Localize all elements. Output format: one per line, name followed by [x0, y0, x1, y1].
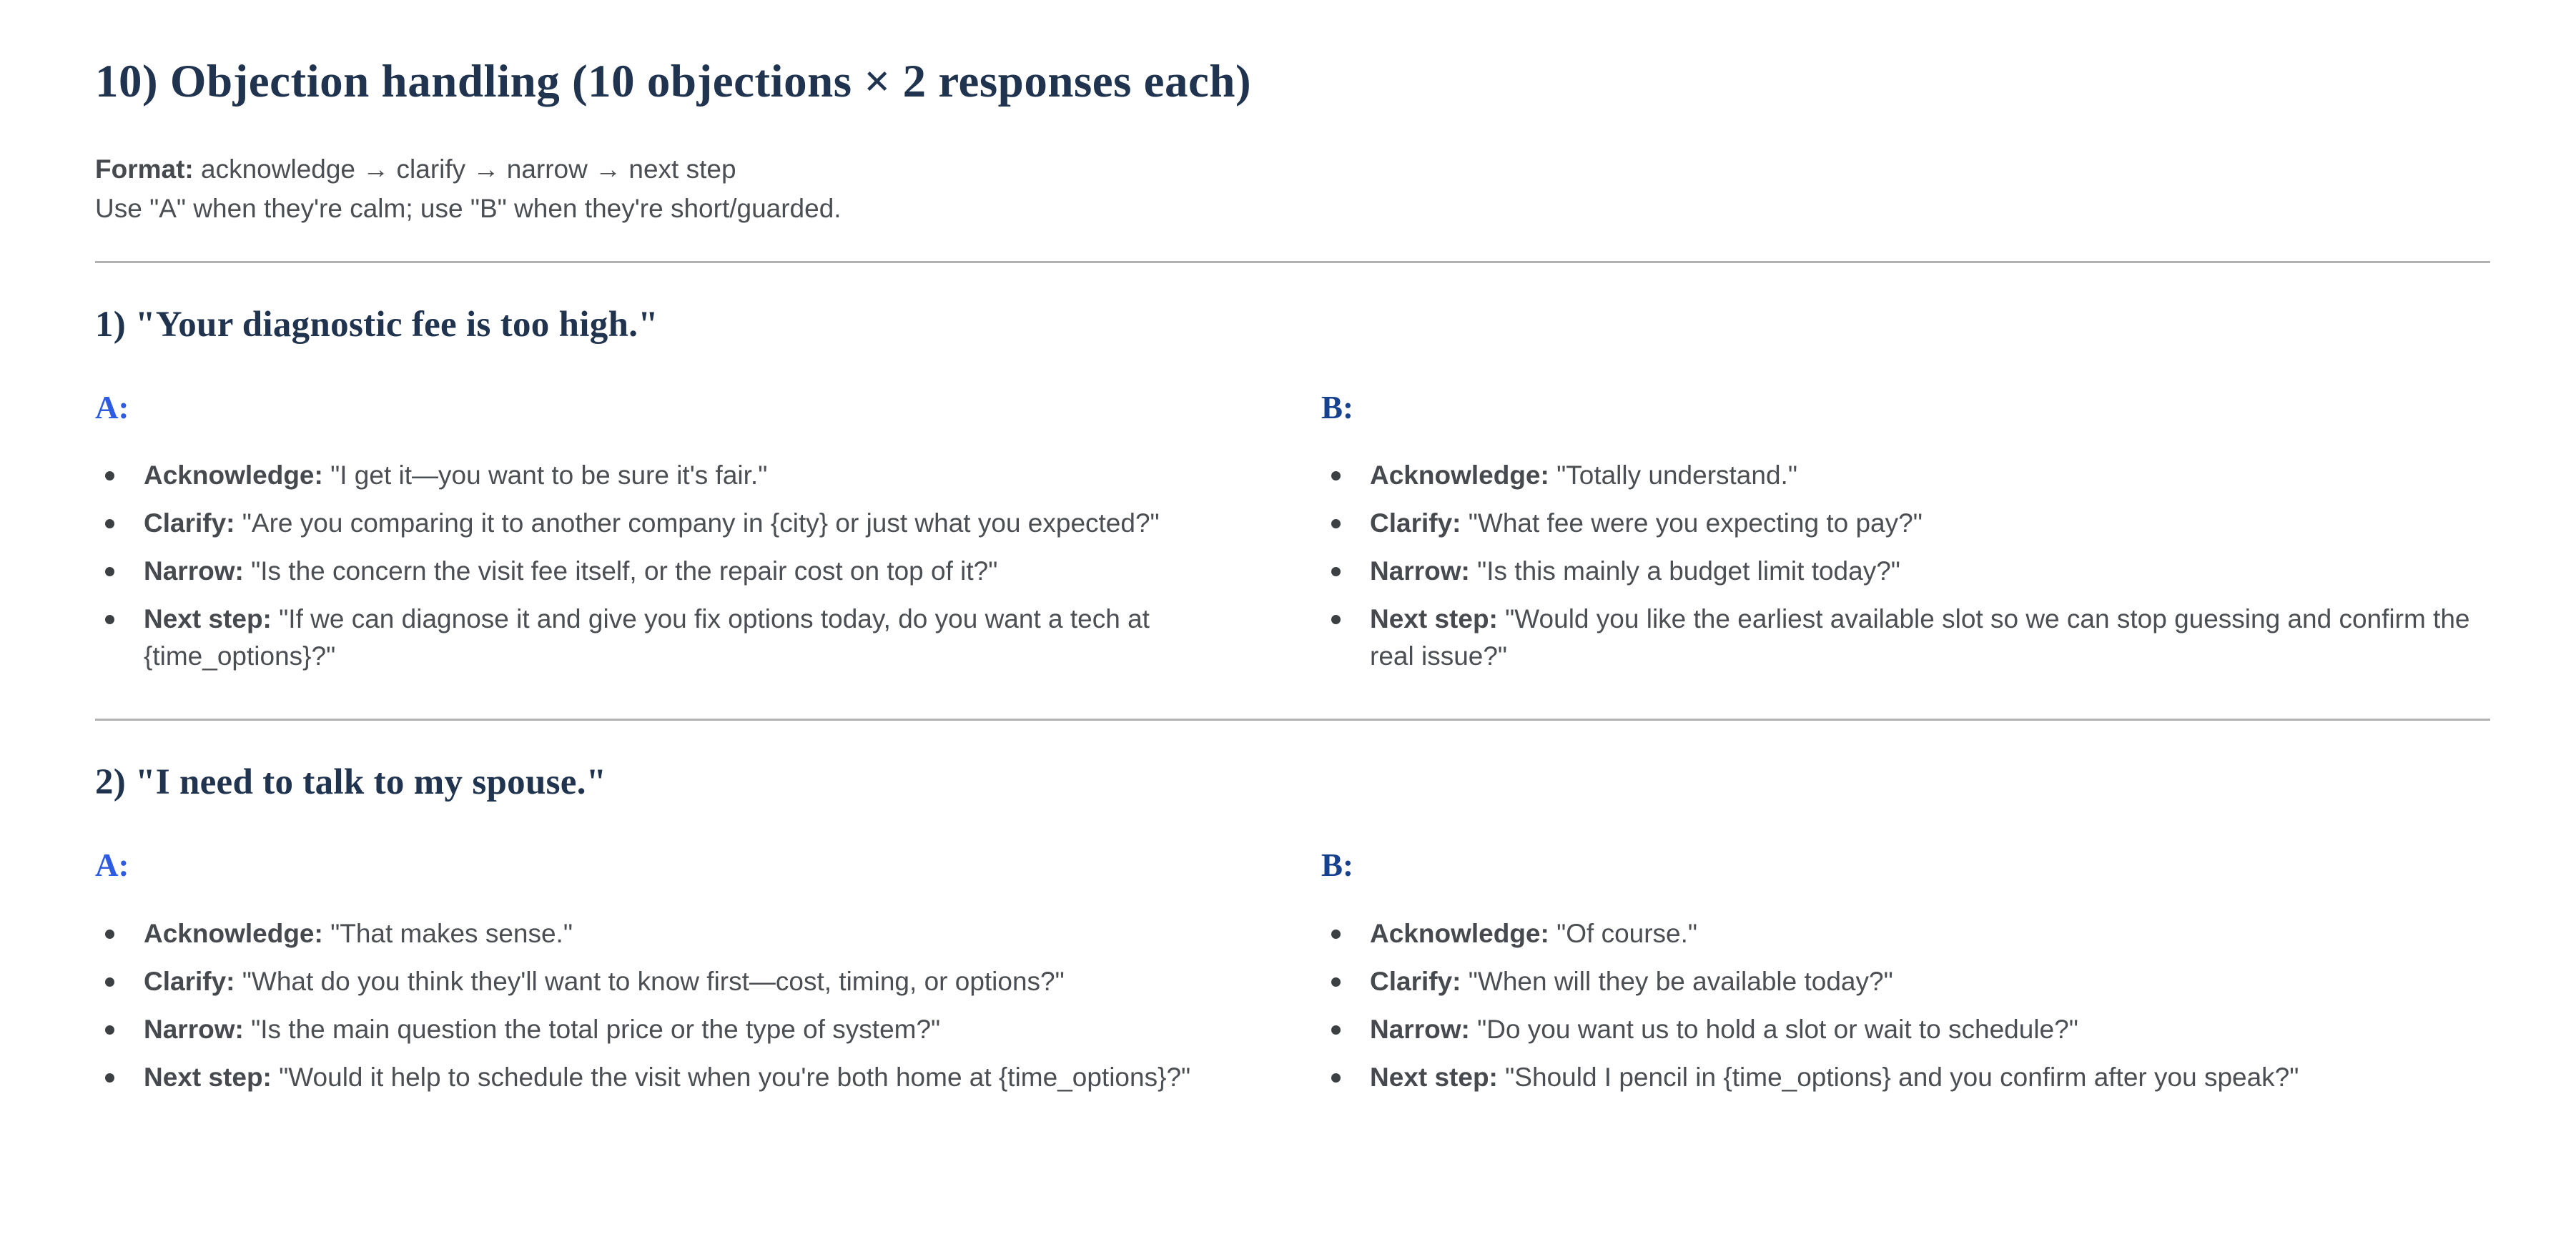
list-item — [95, 963, 1264, 1000]
list-item — [95, 601, 1264, 675]
step-text: "Would you like the earliest available slot so we can stop guessing and confirm the real issue?" — [1370, 604, 2470, 671]
objection-heading: 2) "I need to talk to my spouse." — [95, 762, 607, 802]
response-list-a — [95, 457, 1264, 675]
response-list-a — [95, 915, 1264, 1096]
column-b-label: B: — [1321, 847, 1353, 883]
step-label: Narrow: — [144, 1014, 244, 1044]
step-label: Next step: — [144, 604, 272, 634]
objection-section-1 — [95, 302, 2490, 686]
list-item — [95, 915, 1264, 952]
format-note — [95, 149, 2490, 228]
format-label: Format: — [95, 154, 194, 184]
step-text: "Should I pencil in {time_options} and you confirm after you speak?" — [1505, 1062, 2299, 1092]
list-item — [1321, 963, 2490, 1000]
step-text: "Would it help to schedule the visit when you're both home at {time_options}?" — [279, 1062, 1191, 1092]
response-list-b — [1321, 915, 2490, 1096]
column-a-label: A: — [95, 389, 129, 425]
page-title: 10) Objection handling (10 objections × 2 responses each) — [95, 56, 1252, 107]
step-label: Acknowledge: — [1370, 918, 1549, 948]
step-text: "Of course." — [1556, 918, 1698, 948]
section-divider — [95, 261, 2490, 263]
list-item — [1321, 915, 2490, 952]
list-item — [95, 505, 1264, 542]
response-list-b — [1321, 457, 2490, 675]
step-text: "That makes sense." — [330, 918, 573, 948]
step-label: Narrow: — [144, 556, 244, 586]
format-line — [95, 149, 2490, 189]
step-text: "What do you think they'll want to know first—cost, timing, or options?" — [242, 966, 1065, 996]
objection-heading: 1) "Your diagnostic fee is too high." — [95, 304, 658, 345]
usage-note: Use "A" when they're calm; use "B" when they're short/guarded. — [95, 193, 842, 223]
step-label: Acknowledge: — [144, 460, 323, 490]
step-label: Clarify: — [144, 508, 235, 538]
column-b — [1321, 805, 2490, 1107]
step-label: Next step: — [1370, 604, 1498, 634]
step-label: Clarify: — [144, 966, 235, 996]
step-label: Clarify: — [1370, 508, 1461, 538]
step-label: Narrow: — [1370, 1014, 1470, 1044]
list-item — [1321, 553, 2490, 590]
step-label: Narrow: — [1370, 556, 1470, 586]
step-text: "When will they be available today?" — [1468, 966, 1893, 996]
list-item — [1321, 601, 2490, 675]
step-text: "Are you comparing it to another company in {city} or just what you expected?" — [242, 508, 1160, 538]
step-label: Clarify: — [1370, 966, 1461, 996]
column-a — [95, 805, 1264, 1107]
response-columns — [95, 347, 2490, 686]
list-item — [95, 457, 1264, 494]
column-b-label: B: — [1321, 389, 1353, 425]
format-text: acknowledge → clarify → narrow → next step — [201, 154, 736, 184]
step-text: "If we can diagnose it and give you fix options today, do you want a tech at {time_options}?" — [144, 604, 1150, 671]
step-label: Acknowledge: — [1370, 460, 1549, 490]
step-text: "Is the concern the visit fee itself, or the repair cost on top of it?" — [251, 556, 998, 586]
list-item — [95, 1059, 1264, 1096]
step-label: Acknowledge: — [144, 918, 323, 948]
list-item — [1321, 1011, 2490, 1048]
step-text: "Is the main question the total price or the type of system?" — [251, 1014, 941, 1044]
list-item — [1321, 505, 2490, 542]
list-item — [1321, 457, 2490, 494]
list-item — [95, 1011, 1264, 1048]
step-label: Next step: — [144, 1062, 272, 1092]
list-item — [1321, 1059, 2490, 1096]
step-text: "Is this mainly a budget limit today?" — [1477, 556, 1900, 586]
section-divider — [95, 719, 2490, 721]
step-text: "Do you want us to hold a slot or wait to schedule?" — [1477, 1014, 2078, 1044]
column-a-label: A: — [95, 847, 129, 883]
column-a — [95, 347, 1264, 686]
step-text: "I get it—you want to be sure it's fair." — [330, 460, 768, 490]
response-columns — [95, 805, 2490, 1107]
step-text: "What fee were you expecting to pay?" — [1468, 508, 1923, 538]
objection-section-2 — [95, 759, 2490, 1107]
list-item — [95, 553, 1264, 590]
column-b — [1321, 347, 2490, 686]
step-label: Next step: — [1370, 1062, 1498, 1092]
step-text: "Totally understand." — [1556, 460, 1797, 490]
